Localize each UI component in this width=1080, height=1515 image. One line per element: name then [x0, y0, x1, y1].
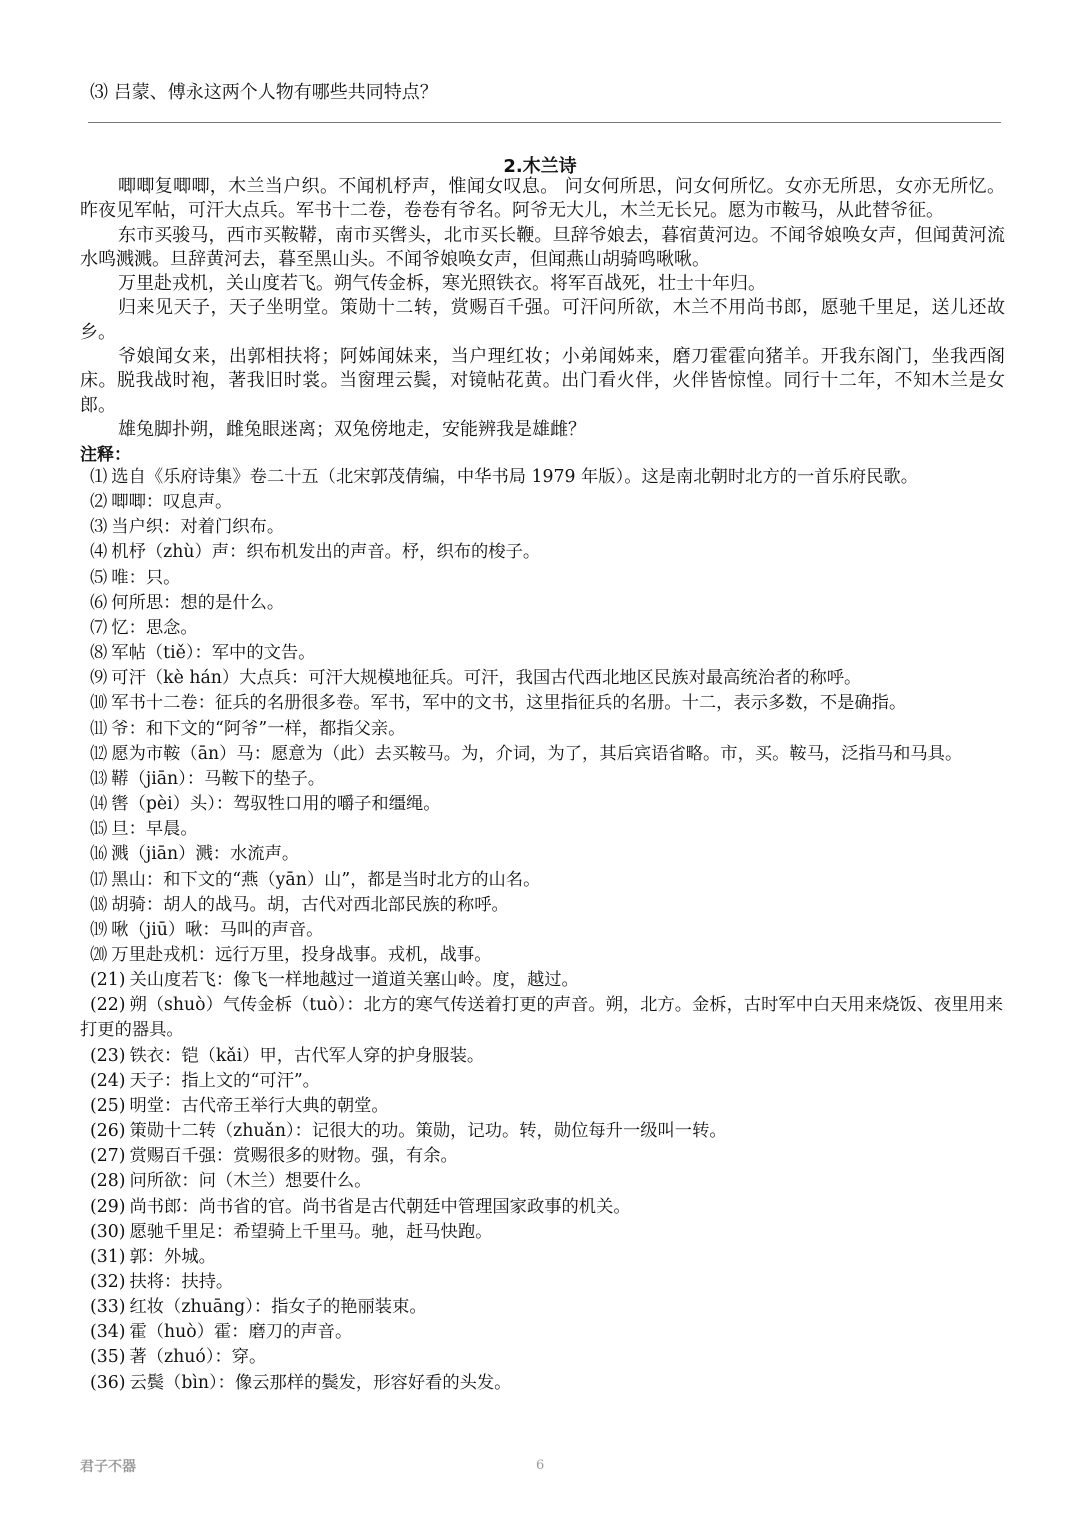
note-text: 铁衣：铠（kǎi）甲，古代军人穿的护身服装。	[129, 1045, 485, 1066]
page-number: 6	[536, 1458, 545, 1473]
note-number: ⑾	[90, 718, 108, 739]
note-item	[80, 1169, 1005, 1194]
notes-heading: 注释：	[80, 445, 131, 465]
note-number: ⑸	[90, 567, 108, 588]
note-item	[80, 515, 1005, 540]
note-number: (27)	[90, 1146, 126, 1167]
note-number: ⑽	[90, 693, 108, 714]
question-3: ⑶ 吕蒙、傅永这两个人物有哪些共同特点？	[90, 82, 438, 103]
note-text: 唯：只。	[111, 567, 181, 588]
note-item	[80, 968, 1005, 993]
note-item	[80, 792, 1005, 817]
poem-title: 2.木兰诗	[503, 156, 577, 177]
note-item	[80, 1144, 1005, 1169]
note-item	[80, 641, 1005, 666]
divider	[88, 122, 1001, 123]
note-text: 赏赐百千强：赏赐很多的财物。强，有余。	[129, 1146, 458, 1167]
note-number: (22)	[90, 995, 126, 1016]
note-number: ⒆	[90, 919, 108, 940]
note-item	[80, 1270, 1005, 1295]
note-item	[80, 540, 1005, 565]
note-item	[80, 868, 1005, 893]
note-text: 唧唧：叹息声。	[111, 492, 233, 513]
note-item	[80, 1044, 1005, 1069]
poem-body	[80, 175, 1005, 442]
note-number: ⒄	[90, 869, 108, 890]
note-text: 策勋十二转（zhuǎn）：记很大的功。策勋，记功。转，勋位每升一级叫一转。	[129, 1121, 727, 1142]
note-text: 当户织：对着门织布。	[111, 517, 285, 538]
poem-stanza: 雄兔脚扑朔，雌兔眼迷离；双兔傍地走，安能辨我是雄雌？	[118, 418, 586, 440]
note-item	[80, 993, 1005, 1043]
note-text: 鞯（jiān）：马鞍下的垫子。	[111, 768, 326, 789]
note-number: (24)	[90, 1070, 126, 1091]
note-item	[80, 1119, 1005, 1144]
note-number: ⑴	[90, 467, 108, 487]
note-item	[80, 691, 1005, 716]
note-item	[80, 1295, 1005, 1320]
note-number: ⑷	[90, 542, 108, 563]
note-item	[80, 465, 1005, 490]
note-text: 啾（jiū）啾：马叫的声音。	[111, 919, 324, 940]
note-number: (35)	[90, 1347, 126, 1368]
note-item	[80, 1094, 1005, 1119]
note-text: 红妆（zhuāng）：指女子的艳丽装束。	[129, 1297, 427, 1318]
note-text: 天子：指上文的“可汗”。	[129, 1070, 320, 1091]
note-number: ⒇	[90, 944, 108, 965]
footer-source: 君子不器	[80, 1459, 136, 1475]
note-number: (31)	[90, 1246, 126, 1267]
poem-stanza: 归来见天子，天子坐明堂。策勋十二转，赏赐百千强。可汗问所欲，木兰不用尚书郎，愿驰千里足，送儿还故乡。	[80, 297, 1005, 343]
note-text: 可汗（kè hán）大点兵：可汗大规模地征兵。可汗，我国古代西北地区民族对最高统治者的称呼。	[111, 668, 862, 689]
note-item	[80, 842, 1005, 867]
note-text: 何所思：想的是什么。	[111, 592, 285, 613]
note-item	[80, 1245, 1005, 1270]
note-item	[80, 1345, 1005, 1370]
note-number: ⑺	[90, 617, 108, 638]
note-text: 军帖（tiě）：军中的文告。	[111, 643, 316, 664]
note-item	[80, 717, 1005, 742]
notes-list	[80, 465, 1005, 1396]
poem-stanza: 万里赴戎机，关山度若飞。朔气传金柝，寒光照铁衣。将军百战死，壮士十年归。	[118, 273, 766, 295]
note-item	[80, 566, 1005, 591]
note-text: 朔（shuò）气传金柝（tuò）：北方的寒气传送着打更的声音。朔，北方。金柝，古时军中白天用来烧饭、夜里用来打更的器具。	[80, 995, 1004, 1041]
note-number: (25)	[90, 1095, 126, 1116]
note-item	[80, 1195, 1005, 1220]
note-item	[80, 918, 1005, 943]
note-item	[80, 1371, 1005, 1396]
note-text: 云鬓（bìn）：像云那样的鬓发，形容好看的头发。	[129, 1372, 512, 1393]
note-text: 万里赴戎机：远行万里，投身战事。戎机，战事。	[111, 944, 492, 965]
note-item	[80, 1069, 1005, 1094]
note-text: 选自《乐府诗集》卷二十五（北宋郭茂倩编，中华书局 1979 年版）。这是南北朝时北方的一首乐府民歌。	[111, 467, 918, 487]
note-number: ⒅	[90, 894, 108, 915]
note-number: ⒃	[90, 844, 108, 865]
note-number: (36)	[90, 1372, 126, 1393]
note-number: (33)	[90, 1297, 126, 1318]
note-number: (29)	[90, 1196, 126, 1217]
note-number: ⑹	[90, 592, 108, 613]
note-number: (32)	[90, 1272, 126, 1292]
note-number: (34)	[90, 1322, 126, 1343]
note-text: 辔（pèi）头）：驾驭牲口用的嚼子和缰绳。	[111, 794, 441, 815]
note-number: ⑼	[90, 668, 108, 689]
poem-stanza: 唧唧复唧唧，木兰当户织。不闻机杼声，惟闻女叹息。 问女何所思，问女何所忆。女亦无所思，女亦无所忆。昨夜见军帖，可汗大点兵。军书十二卷，卷卷有爷名。阿爷无大儿，木兰无长兄。愿为市鞍马，从此替爷征。	[80, 176, 1005, 222]
poem-stanza: 东市买骏马，西市买鞍鞯，南市买辔头，北市买长鞭。旦辞爷娘去，暮宿黄河边。不闻爷娘唤女声，但闻黄河流水鸣溅溅。旦辞黄河去，暮至黑山头。不闻爷娘唤女声，但闻燕山胡骑鸣啾啾。	[80, 224, 1005, 270]
note-item	[80, 490, 1005, 515]
note-text: 愿驰千里足：希望骑上千里马。驰，赶马快跑。	[129, 1221, 493, 1242]
note-item	[80, 666, 1005, 691]
note-item	[80, 616, 1005, 641]
note-number: ⒂	[90, 819, 108, 840]
note-text: 军书十二卷：征兵的名册很多卷。军书，军中的文书，这里指征兵的名册。十二，表示多数，不是确指。	[111, 693, 907, 714]
note-text: 明堂：古代帝王举行大典的朝堂。	[129, 1095, 389, 1116]
note-number: (28)	[90, 1171, 126, 1192]
note-number: ⑶	[90, 517, 108, 538]
note-number: (26)	[90, 1121, 126, 1142]
note-number: ⒁	[90, 794, 108, 815]
note-item	[80, 1220, 1005, 1245]
note-number: ⑻	[90, 643, 108, 664]
note-text: 霍（huò）霍：磨刀的声音。	[129, 1322, 353, 1343]
note-item	[80, 893, 1005, 918]
note-text: 愿为市鞍（ān）马：愿意为（此）去买鞍马。为，介词，为了，其后宾语省略。市，买。鞍马，泛指马和马具。	[111, 743, 963, 764]
note-text: 旦：早晨。	[111, 819, 198, 840]
note-text: 爷：和下文的“阿爷”一样，都指父亲。	[111, 718, 406, 739]
note-number: ⒀	[90, 768, 108, 789]
poem-stanza: 爷娘闻女来，出郭相扶将；阿姊闻妹来，当户理红妆；小弟闻姊来，磨刀霍霍向猪羊。开我东阁门，坐我西阁床。脱我战时袍，著我旧时裳。当窗理云鬓，对镜帖花黄。出门看火伴，火伴皆惊惶。同行十二年，不知木兰是女郎。	[80, 346, 1005, 416]
note-text: 关山度若飞：像飞一样地越过一道道关塞山岭。度，越过。	[129, 970, 579, 991]
note-text: 机杼（zhù）声：织布机发出的声音。杼，织布的梭子。	[111, 542, 541, 563]
note-text: 扶将：扶持。	[129, 1272, 234, 1292]
note-text: 胡骑：胡人的战马。胡，古代对西北部民族的称呼。	[111, 894, 509, 915]
note-text: 著（zhuó）：穿。	[129, 1347, 267, 1368]
note-number: ⑵	[90, 492, 108, 513]
note-text: 问所欲：问（木兰）想要什么。	[129, 1171, 372, 1192]
note-item	[80, 591, 1005, 616]
note-text: 黑山：和下文的“燕（yān）山”，都是当时北方的山名。	[111, 869, 541, 890]
note-number: (30)	[90, 1221, 126, 1242]
note-item	[80, 943, 1005, 968]
note-text: 尚书郎：尚书省的官。尚书省是古代朝廷中管理国家政事的机关。	[129, 1196, 631, 1217]
note-item	[80, 1320, 1005, 1345]
note-item	[80, 742, 1005, 767]
note-item	[80, 817, 1005, 842]
note-number: (21)	[90, 970, 126, 991]
note-number: (23)	[90, 1045, 126, 1066]
note-text: 郭：外城。	[129, 1246, 216, 1267]
note-text: 溅（jiān）溅：水流声。	[111, 844, 300, 865]
note-text: 忆：思念。	[111, 617, 198, 638]
note-item	[80, 767, 1005, 792]
note-number: ⑿	[90, 743, 108, 764]
